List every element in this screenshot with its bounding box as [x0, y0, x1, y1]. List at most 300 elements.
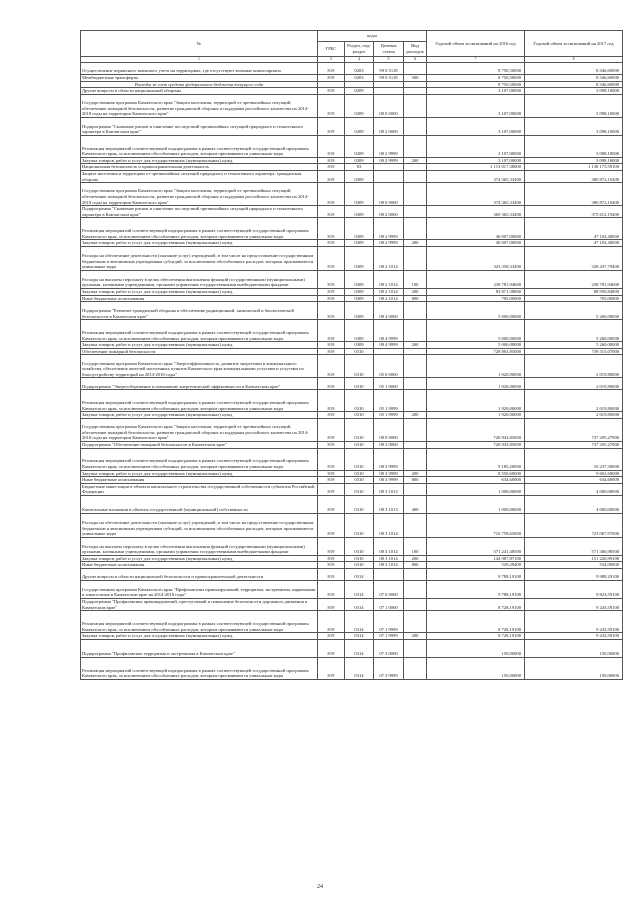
cell-grbs: 819 [318, 495, 345, 513]
cell-volume-2016: 716 758,65000 [427, 513, 525, 537]
cell-target-article: 08 2 0000 [374, 117, 404, 135]
cell-expense-type [404, 63, 427, 75]
cell-volume-2016: 5 000,00000 [427, 342, 525, 349]
table-row [81, 302, 623, 320]
cell-expense-type [404, 81, 427, 88]
cell-target-article: 08 0 0000 [374, 418, 404, 441]
cell-name: Расходы за счет средств федерального бюджета текущего года [81, 81, 318, 88]
cell-volume-2017: 5 260,00000 [525, 342, 623, 349]
cell-target-article: 99 0 5118 [374, 63, 404, 75]
cell-section: 0310 [345, 441, 374, 448]
cell-grbs: 819 [318, 562, 345, 569]
table-row [81, 75, 623, 82]
table-row [81, 270, 623, 288]
cell-section: 0309 [345, 246, 374, 270]
cell-volume-2017: 8 346,60000 [525, 75, 623, 82]
cell-grbs: 819 [318, 657, 345, 679]
cell-expense-type [404, 483, 427, 495]
cell-expense-type [404, 448, 427, 470]
table-row [81, 183, 623, 206]
cell-volume-2016: 571 241,48500 [427, 537, 525, 555]
cell-section: 0310 [345, 348, 374, 355]
cell-expense-type: 100 [404, 270, 427, 288]
cell-target-article: 08 0 0000 [374, 94, 404, 117]
cell-grbs: 819 [318, 63, 345, 75]
cell-target-article: 08 3 1014 [374, 562, 404, 569]
table-body [81, 63, 623, 680]
cell-volume-2017: 739 315,07000 [525, 348, 623, 355]
cell-target-article: 08 4 9999 [374, 342, 404, 349]
cell-section: 0203 [345, 75, 374, 82]
cell-volume-2017: 9 243,59100 [525, 633, 623, 640]
cell-name: Реализация мероприятий соответствующей подпрограммы в рамках соответствующей государственной программы Камчатского края, за исключением обособленных расходов, которым присваиваются уникальные коды [81, 611, 318, 633]
cell-section: 0209 [345, 157, 374, 164]
cell-grbs: 819 [318, 390, 345, 412]
cell-volume-2016: 323 358,33400 [427, 246, 525, 270]
cell-expense-type [404, 94, 427, 117]
table-row [81, 288, 623, 295]
cell-volume-2016: 726 943,85000 [427, 441, 525, 448]
cell-expense-type [404, 441, 427, 448]
column-index: 3 [318, 57, 345, 63]
cell-volume-2017: 380 872,19400 [525, 183, 623, 206]
cell-target-article: 08 2 1014 [374, 288, 404, 295]
page-number: 24 [317, 884, 323, 890]
table-row [81, 81, 623, 88]
cell-name: Реализация мероприятий соответствующей подпрограммы в рамках соответствующей государственной программы Камчатского края, за исключением обособленных расходов, которым присваиваются уникальные коды [81, 135, 318, 157]
cell-volume-2016: 5 000,00000 [427, 320, 525, 342]
table-row [81, 355, 623, 378]
cell-expense-type [404, 390, 427, 412]
cell-volume-2016: 369 365,33400 [427, 206, 525, 218]
cell-section: 0310 [345, 418, 374, 441]
header-grbs: ГРБС [318, 42, 345, 57]
table-row [81, 569, 623, 581]
cell-name: Закупка товаров, работ и услуг для государственных (муниципальных) нужд [81, 412, 318, 419]
cell-name: Реализация мероприятий соответствующей подпрограммы в рамках соответствующей государственной программы Камчатского края, за исключением обособленных расходов, которым присваиваются уникальные коды [81, 448, 318, 470]
cell-target-article: 08 3 1013 [374, 495, 404, 513]
cell-volume-2017: 150,00000 [525, 639, 623, 657]
cell-volume-2016: 634,60000 [427, 477, 525, 484]
cell-name: Иные бюджетные ассигнования [81, 295, 318, 302]
cell-section: 0310 [345, 555, 374, 562]
cell-expense-type: 200 [404, 240, 427, 247]
cell-target-article: 05 1 0000 [374, 378, 404, 390]
cell-volume-2016: 374 365,33400 [427, 183, 525, 206]
cell-section: 0310 [345, 412, 374, 419]
cell-grbs: 819 [318, 513, 345, 537]
cell-volume-2016: 3 107,00000 [427, 88, 525, 95]
cell-name: Закупка товаров, работ и услуг для государственных (муниципальных) нужд [81, 157, 318, 164]
cell-expense-type [404, 569, 427, 581]
cell-volume-2017: 2 019,80000 [525, 355, 623, 378]
table-row [81, 170, 623, 182]
cell-grbs: 819 [318, 170, 345, 182]
cell-target-article [374, 88, 404, 95]
cell-volume-2016: 8 750,50000 [427, 63, 525, 75]
cell-volume-2016: 1 000,00000 [427, 495, 525, 513]
cell-section: 0203 [345, 63, 374, 75]
cell-name: Иные бюджетные ассигнования [81, 562, 318, 569]
cell-section: 0314 [345, 611, 374, 633]
cell-section: 0310 [345, 470, 374, 477]
table-row [81, 657, 623, 679]
cell-name: Подпрограмма "Обеспечение пожарной безопасности в Камчатском крае" [81, 441, 318, 448]
cell-volume-2017: 2 019,80000 [525, 390, 623, 412]
cell-section: 0309 [345, 288, 374, 295]
table-row [81, 483, 623, 495]
cell-expense-type [404, 639, 427, 657]
table-row [81, 246, 623, 270]
table-row [81, 470, 623, 477]
cell-section: 0314 [345, 633, 374, 640]
cell-volume-2017: 9 988,29100 [525, 569, 623, 581]
table-row [81, 94, 623, 117]
cell-section: 0209 [345, 135, 374, 157]
cell-grbs: 819 [318, 633, 345, 640]
cell-target-article: 08 3 9999 [374, 448, 404, 470]
cell-section: 0314 [345, 639, 374, 657]
cell-volume-2017: 1 130 175,59100 [525, 164, 623, 171]
table-header [81, 31, 623, 63]
cell-grbs: 819 [318, 581, 345, 599]
cell-volume-2016: 9 788,19100 [427, 581, 525, 599]
cell-name: Закупка товаров, работ и услуг для государственных (муниципальных) нужд [81, 470, 318, 477]
cell-target-article: 05 1 9999 [374, 412, 404, 419]
table-row [81, 633, 623, 640]
cell-volume-2016: 1 113 017,38600 [427, 164, 525, 171]
cell-grbs: 819 [318, 537, 345, 555]
cell-name: Закупка товаров, работ и услуг для государственных (муниципальных) нужд [81, 555, 318, 562]
cell-grbs: 819 [318, 441, 345, 448]
cell-expense-type [404, 218, 427, 240]
cell-grbs: 819 [318, 135, 345, 157]
table-row [81, 448, 623, 470]
cell-name: Подпрограмма "Профилактика правонарушений, преступлений и повышение безопасности дорожного движения в Камчатском крае" [81, 599, 318, 611]
cell-volume-2017: 375 612,19400 [525, 206, 623, 218]
cell-name: Государственная программа Камчатского края "Защита населения, территорий от чрезвычайных ситуаций, обеспечение пожарной безопасности, развитие гражданской обороны и поддержка российского казачества на 2014-2018 годы на территории Камчатского края" [81, 94, 318, 117]
cell-volume-2017: 380 872,19400 [525, 170, 623, 182]
cell-volume-2017: 534,00000 [525, 562, 623, 569]
cell-volume-2016: 238 781,94600 [427, 270, 525, 288]
cell-grbs: 819 [318, 246, 345, 270]
cell-volume-2017: 5 260,00000 [525, 302, 623, 320]
cell-volume-2017: 723 067,97000 [525, 513, 623, 537]
cell-name: Осуществление первичного воинского учета на территориях, где отсутствуют военные комиссариаты [81, 63, 318, 75]
cell-volume-2016: 726 943,85000 [427, 418, 525, 441]
cell-grbs: 819 [318, 295, 345, 302]
table-row [81, 88, 623, 95]
cell-volume-2016: 8 550,60000 [427, 470, 525, 477]
cell-name: Государственная программа Камчатского края "Профилактика правонарушений, терроризма, экстремизма, наркомании и алкоголизма в Камчатском крае на 2014-2018 годы" [81, 581, 318, 599]
table-row [81, 477, 623, 484]
cell-section: 03 [345, 164, 374, 171]
cell-volume-2016: 3 107,00000 [427, 135, 525, 157]
cell-expense-type [404, 206, 427, 218]
cell-section: 0314 [345, 581, 374, 599]
cell-section: 0309 [345, 240, 374, 247]
cell-volume-2016: 1 920,00000 [427, 355, 525, 378]
table-row [81, 412, 623, 419]
cell-volume-2017: 8 346,60000 [525, 63, 623, 75]
table-row [81, 164, 623, 171]
cell-volume-2017: 5 260,00000 [525, 320, 623, 342]
cell-target-article: 08 3 9999 [374, 477, 404, 484]
header-number: № [81, 31, 318, 57]
cell-volume-2017: 571 306,98500 [525, 537, 623, 555]
cell-expense-type [404, 170, 427, 182]
cell-section [345, 81, 374, 88]
cell-volume-2017: 3 098,10000 [525, 135, 623, 157]
cell-volume-2017: 634,60000 [525, 477, 623, 484]
cell-expense-type [404, 302, 427, 320]
cell-section: 0310 [345, 483, 374, 495]
cell-section: 0309 [345, 270, 374, 288]
header-section: Раздел, под-раздел [345, 42, 374, 57]
cell-expense-type: 200 [404, 412, 427, 419]
cell-volume-2016: 46 007,00000 [427, 240, 525, 247]
cell-name: Национальная безопасность и правоохранительная деятельность [81, 164, 318, 171]
cell-name: Расходы на обеспечение деятельности (оказание услуг) учреждений, в том числе на предоставление государственным бюджетным и автономным учреждениям субсидий, за исключением обособленных расходов, которым присваиваются уникальные коды [81, 246, 318, 270]
table-row [81, 295, 623, 302]
cell-grbs: 819 [318, 302, 345, 320]
cell-target-article: 08 3 1014 [374, 555, 404, 562]
cell-volume-2017: 47 104,40000 [525, 240, 623, 247]
cell-target-article: 08 3 9999 [374, 470, 404, 477]
cell-section: 0314 [345, 599, 374, 611]
table-row [81, 320, 623, 342]
cell-expense-type [404, 657, 427, 679]
cell-volume-2016: 728 863,85000 [427, 348, 525, 355]
cell-name: Подпрограмма "Снижение рисков и смягчение последствий чрезвычайных ситуаций природного и техногенного характера в Камчатском крае" [81, 117, 318, 135]
cell-expense-type [404, 320, 427, 342]
cell-volume-2017: 150,00000 [525, 657, 623, 679]
cell-name: Подпрограмма "Профилактика терроризма и экстремизма в Камчатском крае" [81, 639, 318, 657]
cell-target-article: 08 4 0000 [374, 302, 404, 320]
cell-target-article [374, 348, 404, 355]
cell-volume-2016: 5 000,00000 [427, 302, 525, 320]
cell-name: Реализация мероприятий соответствующей подпрограммы в рамках соответствующей государственной программы Камчатского края, за исключением обособленных расходов, которым присваиваются уникальные коды [81, 390, 318, 412]
cell-name: Государственная программа Камчатского края "Защита населения, территорий от чрезвычайных ситуаций, обеспечение пожарной безопасности, развитие гражданской обороны и поддержка российского казачества на 2014-2018 годы на территории Камчатского края" [81, 183, 318, 206]
cell-grbs: 819 [318, 88, 345, 95]
cell-target-article: 08 3 1014 [374, 513, 404, 537]
cell-target-article: 07 1 9999 [374, 633, 404, 640]
cell-section: 0309 [345, 206, 374, 218]
cell-expense-type [404, 418, 427, 441]
cell-volume-2017: 238 781,94600 [525, 270, 623, 288]
cell-expense-type: 400 [404, 495, 427, 513]
cell-expense-type: 200 [404, 470, 427, 477]
cell-target-article: 08 0 0000 [374, 183, 404, 206]
cell-volume-2017: 9 823,59100 [525, 581, 623, 599]
cell-name: Иные бюджетные ассигнования [81, 477, 318, 484]
cell-name: Закупка товаров, работ и услуг для государственных (муниципальных) нужд [81, 240, 318, 247]
cell-volume-2016: 150,00000 [427, 657, 525, 679]
cell-volume-2016: 46 007,00000 [427, 218, 525, 240]
cell-expense-type: 200 [404, 157, 427, 164]
cell-volume-2017: 9 602,60000 [525, 470, 623, 477]
column-index: 5 [374, 57, 404, 63]
cell-section: 0310 [345, 562, 374, 569]
cell-volume-2017: 2 019,80000 [525, 378, 623, 390]
table-row [81, 63, 623, 75]
cell-target-article: 07 1 0000 [374, 599, 404, 611]
table-row [81, 157, 623, 164]
cell-target-article: 08 2 9999 [374, 157, 404, 164]
table-row [81, 513, 623, 537]
cell-target-article: 07 3 0000 [374, 639, 404, 657]
column-index: 4 [345, 57, 374, 63]
cell-name: Капитальные вложения в объекты государственной (муниципальной) собственности [81, 495, 318, 513]
cell-name: Межбюджетные трансферты [81, 75, 318, 82]
cell-grbs: 819 [318, 157, 345, 164]
cell-section: 0314 [345, 657, 374, 679]
cell-expense-type [404, 513, 427, 537]
cell-volume-2016: 1 920,00000 [427, 378, 525, 390]
cell-grbs: 819 [318, 75, 345, 82]
cell-volume-2016: 8 728,19100 [427, 599, 525, 611]
cell-grbs: 819 [318, 206, 345, 218]
cell-volume-2017: 9 243,59100 [525, 611, 623, 633]
cell-section: 0310 [345, 477, 374, 484]
cell-expense-type [404, 164, 427, 171]
cell-grbs: 819 [318, 639, 345, 657]
cell-target-article: 08 2 1014 [374, 246, 404, 270]
cell-section: 0309 [345, 302, 374, 320]
cell-grbs: 819 [318, 355, 345, 378]
cell-volume-2016: 3 107,00000 [427, 94, 525, 117]
cell-section: 0310 [345, 448, 374, 470]
cell-expense-type [404, 348, 427, 355]
cell-volume-2016: 1 920,00000 [427, 412, 525, 419]
table-row [81, 240, 623, 247]
cell-name: Защита населения и территории от чрезвычайных ситуаций природного и техногенного характера, гражданская оборона [81, 170, 318, 182]
cell-volume-2017: 737 295,27000 [525, 441, 623, 448]
header-expense-type: Вид расходов [404, 42, 427, 57]
cell-volume-2017: 8 346,60000 [525, 81, 623, 88]
cell-volume-2016: 8 728,19100 [427, 611, 525, 633]
cell-expense-type: 100 [404, 537, 427, 555]
cell-expense-type [404, 581, 427, 599]
cell-target-article: 08 2 9999 [374, 135, 404, 157]
cell-expense-type [404, 88, 427, 95]
table-row [81, 342, 623, 349]
cell-section: 0309 [345, 320, 374, 342]
cell-name: Реализация мероприятий соответствующей подпрограммы в рамках соответствующей государственной программы Камчатского края, за исключением обособленных расходов, которым присваиваются уникальные коды [81, 320, 318, 342]
table-row [81, 599, 623, 611]
cell-expense-type: 200 [404, 555, 427, 562]
cell-grbs: 819 [318, 412, 345, 419]
column-index: 6 [404, 57, 427, 63]
cell-target-article: 08 2 0000 [374, 206, 404, 218]
cell-volume-2017: 3 098,10000 [525, 117, 623, 135]
cell-name: Обеспечение пожарной безопасности [81, 348, 318, 355]
table-row [81, 495, 623, 513]
cell-volume-2017: 3 098,10000 [525, 157, 623, 164]
cell-volume-2017: 10 237,30000 [525, 448, 623, 470]
cell-grbs: 819 [318, 378, 345, 390]
cell-grbs: 819 [318, 288, 345, 295]
cell-target-article: 99 0 5118 [374, 75, 404, 82]
cell-volume-2017: 151 226,99100 [525, 555, 623, 562]
cell-target-article [374, 170, 404, 182]
cell-name: Расходы на обеспечение деятельности (оказание услуг) учреждений, в том числе на предоставление государственным бюджетным и автономным учреждениям субсидий, за исключением обособленных расходов, которым присваиваются уникальные коды [81, 513, 318, 537]
cell-expense-type [404, 611, 427, 633]
table-row [81, 390, 623, 412]
table-row [81, 206, 623, 218]
cell-target-article: 07 1 9999 [374, 611, 404, 633]
cell-volume-2016: 8 728,19100 [427, 633, 525, 640]
cell-target-article: 08 3 1014 [374, 537, 404, 555]
cell-name: Подпрограмма "Развитие гражданской обороны и обеспечение радиационной, химической и биологической безопасности в Камчатском крае" [81, 302, 318, 320]
cell-volume-2017: 2 019,80000 [525, 412, 623, 419]
cell-name: Бюджетные инвестиции в объекты капитального строительства государственной собственности субъектов Российской Федерации [81, 483, 318, 495]
cell-target-article: 08 3 0000 [374, 441, 404, 448]
cell-grbs: 819 [318, 569, 345, 581]
header-target-article: Целевая статья [374, 42, 404, 57]
table-row [81, 555, 623, 562]
cell-grbs: 819 [318, 94, 345, 117]
cell-expense-type: 200 [404, 633, 427, 640]
cell-target-article [374, 81, 404, 88]
cell-expense-type [404, 117, 427, 135]
cell-volume-2016: 374 365,33400 [427, 170, 525, 182]
cell-name: Государственная программа Камчатского края "Защита населения, территорий от чрезвычайных ситуаций, обеспечение пожарной безопасности, развитие гражданской обороны и поддержка российского казачества на 2014-2018 годы на территории Камчатского края" [81, 418, 318, 441]
cell-name: Закупка товаров, работ и услуг для государственных (муниципальных) нужд [81, 288, 318, 295]
cell-expense-type: 800 [404, 477, 427, 484]
cell-volume-2016: 1 920,00000 [427, 390, 525, 412]
cell-volume-2016: 83 871,38800 [427, 288, 525, 295]
cell-volume-2016: 8 750,50000 [427, 81, 525, 88]
cell-target-article: 08 3 1013 [374, 483, 404, 495]
cell-section: 0209 [345, 94, 374, 117]
table-row [81, 611, 623, 633]
cell-target-article: 08 4 9999 [374, 320, 404, 342]
cell-target-article [374, 569, 404, 581]
cell-expense-type: 500 [404, 75, 427, 82]
cell-section: 0309 [345, 183, 374, 206]
cell-name: Реализация мероприятий соответствующей подпрограммы в рамках соответствующей государственной программы Камчатского края, за исключением обособленных расходов, которым присваиваются уникальные коды [81, 657, 318, 679]
cell-volume-2017: 4 000,00000 [525, 483, 623, 495]
column-index: 1 [81, 57, 318, 63]
table-row [81, 581, 623, 599]
cell-volume-2016: 3 107,00000 [427, 157, 525, 164]
cell-section: 0309 [345, 295, 374, 302]
cell-expense-type [404, 246, 427, 270]
cell-expense-type [404, 355, 427, 378]
cell-section: 0310 [345, 355, 374, 378]
cell-target-article: 08 2 9999 [374, 240, 404, 247]
cell-expense-type [404, 378, 427, 390]
table-row [81, 117, 623, 135]
cell-grbs: 819 [318, 183, 345, 206]
cell-volume-2016: 529,29400 [427, 562, 525, 569]
cell-section: 0310 [345, 378, 374, 390]
cell-grbs: 819 [318, 320, 345, 342]
table-row [81, 348, 623, 355]
cell-section: 0310 [345, 390, 374, 412]
cell-section: 0209 [345, 117, 374, 135]
cell-target-article: 05 0 0000 [374, 355, 404, 378]
cell-grbs: 819 [318, 477, 345, 484]
cell-name: Государственная программа Камчатского края "Энергоэффективность, развитие энергетики и коммунального хозяйства, обеспечение жителей населенных пунктов Камчатского края коммунальными услугами и услугами по благоустройству территорий на 2014-2018 годы" [81, 355, 318, 378]
cell-grbs: 819 [318, 342, 345, 349]
cell-section: 0309 [345, 342, 374, 349]
cell-volume-2016: 150,00000 [427, 639, 525, 657]
cell-target-article [374, 164, 404, 171]
budget-table [80, 30, 623, 680]
table-row [81, 218, 623, 240]
